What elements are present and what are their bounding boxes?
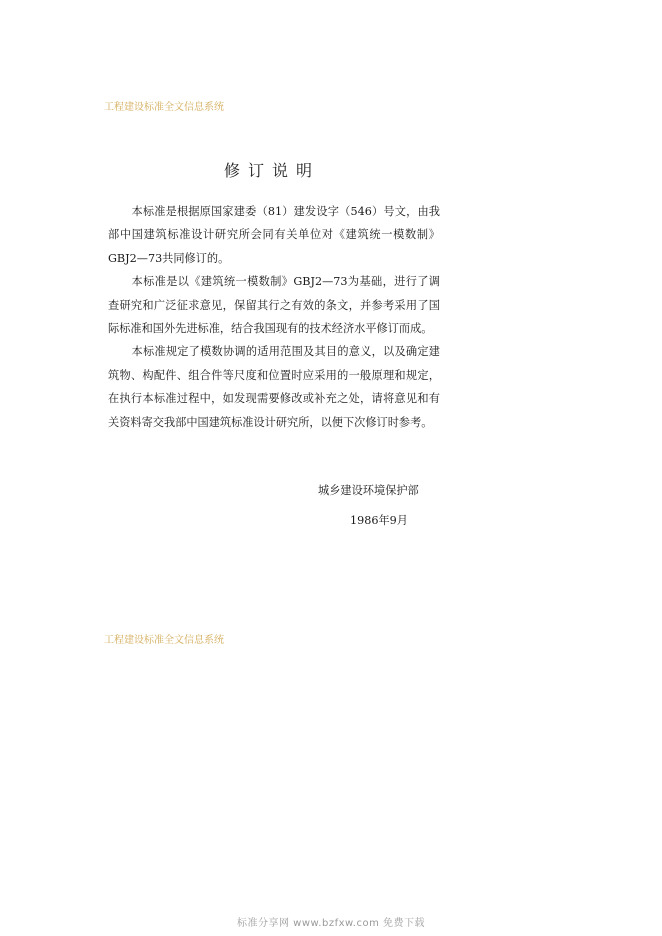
paragraph-1: 本标准是根据原国家建委（81）建发设字（546）号文，由我部中国建筑标准设计研究所会同有关单位对《建筑统一模数制》GBJ2—73共同修订的。 [108,205,440,265]
watermark-middle: 工程建设标准全文信息系统 [104,635,224,646]
watermark-top: 工程建设标准全文信息系统 [104,102,224,113]
paragraph-3: 本标准规定了模数协调的适用范围及其目的意义，以及确定建筑物、构配件、组合件等尺度和位置时应采用的一般原理和规定，在执行本标准过程中，如发现需要修改或补充之处，请将意见和有关资料寄交我部中国建筑标准设计研究所，以便下次修订时参考。 [108,345,440,429]
document-title: 修订说明 [223,161,320,180]
issuing-authority: 城乡建设环境保护部 [318,484,419,497]
issue-date: 1986年9月 [350,514,408,527]
footer-source-text: 标准分享网 www.bzfxw.com 免费下载 [237,918,425,929]
paragraph-2: 本标准是以《建筑统一模数制》GBJ2—73为基础，进行了调查研究和广泛征求意见，保留其行之有效的条文，并参考采用了国际标准和国外先进标准，结合我国现有的技术经济水平修订而成。 [108,275,440,336]
document-body [108,200,440,434]
